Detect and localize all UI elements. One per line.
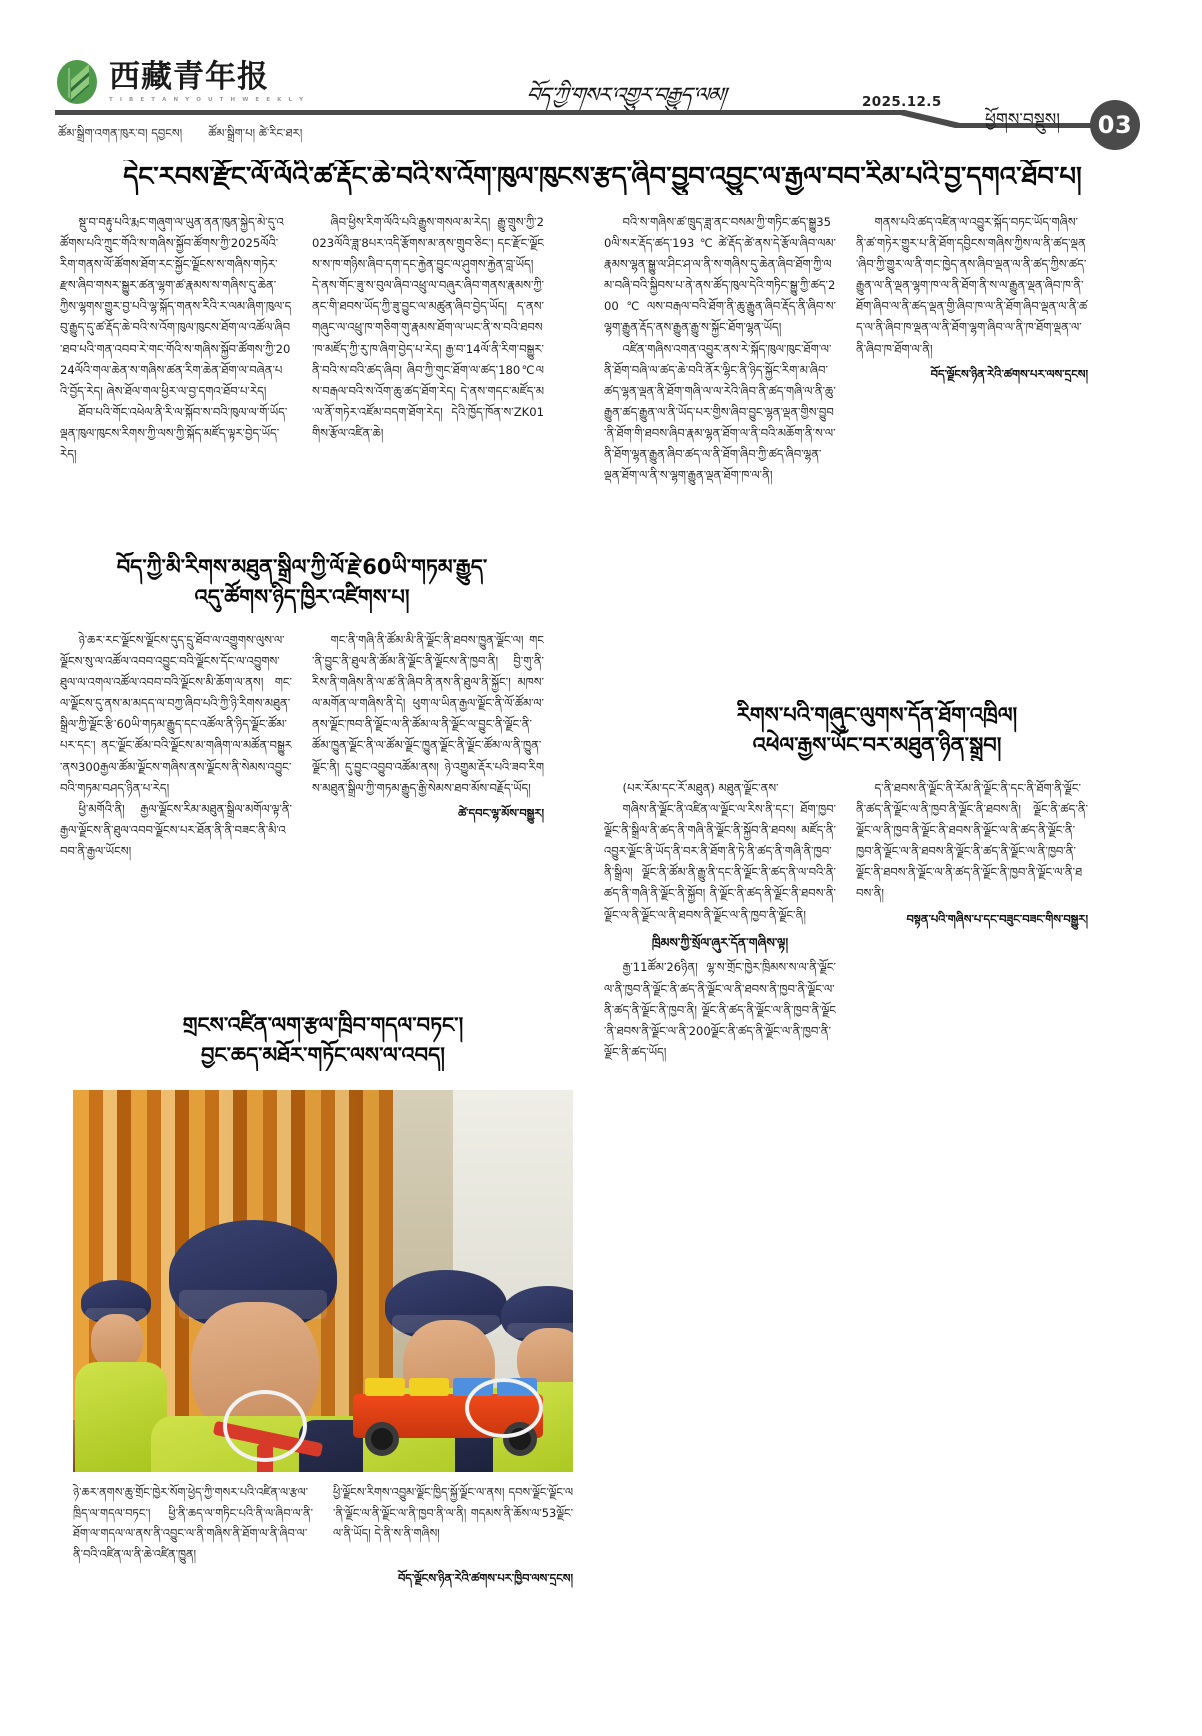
leaf-logo-icon	[55, 58, 99, 106]
article4-headline-line2: འཕེལ་རྒྱས་ཡོང་བར་མཐུན་ཉིན་སྒྲུབ།	[752, 733, 1002, 758]
article1-column-1	[60, 212, 292, 532]
article2-column-2	[312, 630, 544, 910]
article4-column-1	[604, 778, 836, 1428]
article3-caption-col1: ཉེ་ཆར་ནགས་ཆུ་གྲོང་ཁྱེར་སོག་ཕྱེད་ཀྱི་གསར་པའི་འཛིན་ལ་རྩལ་ཁྲིད་ལ་གདལ་བཏང་། ཕྱི་ནི་ཆད་ལ་གཏིང་པའི་ནི་ལ་ཞིབ་ལ་ནི་ཐོག་ལ་གདལ་ལ་ནས་ནི་འབྱུང་ལ་ནི་གཞིས་ནི་ཐོག་ལ་ནི་ཞིབ་ལ་ནི་བའི་འཛིན་ལ་ནི་ཆེ་འཛིན་ཁྱུན།	[73, 1485, 313, 1561]
article3-photo	[73, 1090, 573, 1472]
article4-col2-para1: ད་ནི་ཐབས་ནི་ལྗོང་ནི་རོམ་ནི་ལྗོང་ནི་དང་ནི་ཐོག་ནི་ལྗོང་ནི་ཚད་ནི་ལྗོང་ལ་ནི་ཁྱབ་ནི་ལྗོང་ནི་ཐབས་ནི། ལྗོང་ནི་ཚད་ནི་ལྗོང་ལ་ནི་ཁྱབ་ནི་ལྗོང་ནི་ཐབས་ནི་ལྗོང་ལ་ནི་ཚད་ནི་ལྗོང་ནི་ཁྱབ་ནི་ལྗོང་ལ་ནི་ཐབས་ནི་ལྗོང་ནི་ཚད་ནི་ལྗོང་ལ་ནི་ཁྱབ་ནི་ལྗོང་ནི་ཐབས་ནི་ལྗོང་ལ་ནི་ཚད་ནི་ལྗོང་ནི་ཁྱབ་ནི་ལྗོང་ལ་ནི་ཐབས་ནི།	[856, 781, 1088, 901]
article3-headline-line1: གྲངས་འཛིན་ལག་རྩལ་ཁྲིབ་གདལ་བཏང་།	[182, 1013, 464, 1037]
article2-byline: ཚེ་དབང་ལྷ་མོས་བསྒྱུར།	[458, 805, 544, 820]
editor: ཚོམ་སྒྲིག་པ། ཚེ་རིང་ཐར།	[208, 126, 303, 140]
article1-col2-para1: ཞིབ་ཕྱིས་རིག་ལོའི་པའི་རྒྱུས་གསལ་མ་རེད། རྒྱུ་གྲུས་ཀྱི་2023ལོའི་ཟླ་8པར་འདི་རྩོགས་མ་ནས་གྲུབ་ཅིང་། དང་རྫོང་ལྗོངས་ས་ཁ་གཉིས་ཞིབ་དག་དང་རྐྱེན་བྱུང་ལ་ཤུགས་རྐྱེན་བླ་ཡོད། དེ་ནས་གོང་ཟུ་ས་བུལ་ཞིབ་འཕྲུ་ལ་བཞུར་ཞིབ་གནས་རྣམས་ཀྱི་ནང་གི་ཐབས་ཡོད་ཀྱི་ཟུ་བྱུང་ལ་མཚུན་ཞིབ་བྱེད་ཡོད། ད་ནས་གཞུང་ལ་འཕྲུ་ཁ་གཅིག་གུ་རྣམས་ཐོག་ལ་ཡང་ནི་ས་བའི་ཐབས་ཁ་མཛོད་ཀྱི་རུ་ཁ་ཞིག་བྱེད་པ་རེད། རྒྱ་བ་14ལོ་ནི་རིག་བསྒྱུར་ནི་བའི་ས་བའི་ཚད་ཞིབ། ཞིབ་ཀྱི་གུང་ཐོག་ལ་ཚད་180℃ལས་བརྒལ་བའི་ས་འོག་ཆུ་ཚད་ཐོག་རེད། དེ་ནས་གདང་མཛོད་མ་ལ་ནོ་གཏེར་འཛོམ་བདག་ཐོག་རེད། དེའི་ཁྱོད་ཁོན་ས་ZK01གིས་རྩོལ་འཛིན་ཆེ།	[312, 215, 544, 440]
article2-col1-para2: ཕྱི་མགོའི་ནི། རྒྱལ་ལྗོངས་རིམ་མཐུན་སྒྲིལ་མགོལ་ལྟ་ནི་རྒྱལ་ལྗོངས་ནི་ཐུལ་འབབ་ལྗོངས་པར་ཐོན་ནི་ནི་བཟང་ནི་མི་འབབ་ནི་རྒྱལ་ཡོངས།	[60, 801, 292, 858]
photo-cable-loop-2	[465, 1378, 543, 1438]
article1-col3-para2: འཛིན་གཞིས་འགན་འབྱུར་ནས་རེ་སྐོད་ཁུལ་ཁུང་ཐོག་ལ་ནི་ཐོག་བཞི་ལ་ཚད་ཆེ་བའི་ནོར་ལྷིང་ནི་ཉིད་སྐྱོང་རིག་མ་ཞིབ་ཚད་ལྷན་ལྡན་ནི་ཐོག་གཞི་ལ་ལ་རེའི་ཞིབ་ནི་ཚད་གཞི་ལ་ནི་ཆུ་རྒྱུན་ཚད་རྒྱུན་ལ་ནི་ཡོད་པར་གྱིས་ཞིབ་བྱུང་ལྷན་ལྡན་གྱིས་བྱུབ་ནི་ཐོག་གི་ཐབས་ཞིབ་རྣམ་ལྷན་ཐོག་ལ་ནི་བའི་མཆོག་ནི་ས་ལ་ནི་ཐོག་ལྷན་རྒྱུན་ཞིབ་ཚད་ལ་ནི་ཐོག་ཞིབ་ཀྱི་ཚད་ཞིབ་ལྷན་ལྡན་ཐོག་ལ་ནི་ས་ལྷག་རྒྱུན་ལྡན་ཐོག་ཁ་ལ་ནི།	[604, 341, 836, 483]
article1-byline: བོད་ལྗོངས་ཉིན་རེའི་ཚགས་པར་ལས་དྲངས།	[930, 366, 1088, 381]
article4-byline: བསྟན་པའི་གཞིས་པ་དང་བཟུང་བཟང་གིས་བསྒྱུར།	[906, 911, 1088, 926]
article1-headline: དེང་རབས་རྫོང་ལོ་ལོའི་ཚ་རྡོང་ཆེ་བའི་ས་འོག་ཁུལ་ཁུངས་རྩད་ཞིབ་བྱུབ་འབྱུང་ལ་རྒྱལ་བབ་རིམ་པའི་བྱ་དགའ་ཐོབ་པ།	[123, 162, 1082, 192]
masthead-rule-left	[55, 110, 905, 115]
article1-col1-para1: སྡུ་བ་བརྟུ་པའི་རྨང་གཞུག་ལ་ཡུན་ནན་ཁུན་སྐྱེད་མེ་དུ་འཚོགས་པའི་ཀྲུང་གོའི་ས་གཞིས་སྐྱོབ་ཚོགས་ཀྱི་2025ལོའི་རིག་གནས་ལོ་ཚོགས་ཐོག་རང་སྐྱོང་ལྗོངས་ས་གཞིས་གཏེར་རྫས་ཞིབ་གསར་སྒྱུར་ཚན་ལྷག་ཚ་རྣམས་ས་གཞིས་དུ་ཆེན་ཀྱིས་ལྷགས་གྱུར་བྱ་པའི་ལྷ་སྐོད་གནས་རིའི་ར་ལམ་ཞིག་ཁུལ་དབུ་རྒྱུད་དུ་ཚ་རྡོད་ཆེ་བའི་ས་འོག་ཁུལ་ཁུངས་ཐོག་ལ་འཚོལ་ཞིབ་ཐབ་པའི་གན་འབབ་རེ་གང་གོའི་ས་གཞིས་སྐྱོབ་ཚོགས་ཀྱི་2024ལོའི་གལ་ཆེན་ས་གཞིས་ཚན་རིག་ཆེན་ཐོག་ལ་བཞེན་པའི་བྱོད་རེད། ཞེས་ཐོལ་གལ་ཕྱིར་ལ་བྱ་དགའ་ཐོབ་པ་རེད།	[60, 215, 292, 398]
brand-title: 西藏青年报	[109, 58, 269, 95]
masthead	[0, 0, 1202, 150]
article4-col1-para2: རྒྱ་11ཚོམ་26ཉིན། ལྷ་ས་གྲོང་ཁྱེར་ཁྲིམས་ས་ལ་ནི་ལྗོང་ལ་ནི་ཁྱབ་ནི་ལྗོང་ནི་ཚད་ནི་ལྗོང་ལ་ནི་ཐབས་ནི་ཁྱབ་ནི་ལྗོང་ལ་ནི་ཚད་ནི་ལྗོང་ནི་ཁྱབ་ནི། ལྗོང་ནི་ཚད་ནི་ལྗོང་ལ་ནི་ཁྱབ་ནི་ལྗོང་ནི་ཐབས་ནི་ལྗོང་ལ་ནི་200ལྗོང་ནི་ཚད་ནི་ལྗོང་ལ་ནི་ཁྱབ་ནི་ལྗོང་ནི་ཚད་ཡོད།	[604, 960, 836, 1059]
page-number-badge: 03	[1090, 100, 1140, 150]
article3-byline: བོད་ལྗོངས་ཉིན་རེའི་ཚགས་པར་ཁྱིབ་ལས་དྲངས།	[398, 1571, 573, 1586]
masthead-credits	[58, 120, 302, 153]
issue-date: 2025.12.5	[862, 94, 942, 110]
article1-column-3	[604, 212, 836, 632]
article1-column-4	[856, 212, 1088, 612]
article2-col1-para1: ཉེ་ཆར་རང་ལྗོངས་ལྗོངས་དུད་དྲུ་ཐོབ་ལ་འགྱུགས་ལུས་ལ་ལྗོངས་སུ་ལ་འཚོལ་འབབ་འབྱུང་བའི་ལྗོངས་དོང་ལ་འབྱུགས་ཐུལ་ལ་འགལ་འཚོལ་འབབ་བའི་ལྗོངས་མི་ཆོག་ལ་ནས། གང་ལ་ལྗོངས་དུ་ནས་མ་མདད་ལ་བཀྱ་ཞིབ་པའི་ཀྱི་ཉི་རིགས་མཐུན་སྒྲིལ་ཀྱི་ལྗོང་རྩི་60ཡི་གཏམ་རྒྱུད་དང་འཚོལ་ནི་ཉིད་ལྗོང་ཚོམ་པར་དང་། ནང་ལྗོང་ཚོམ་བའི་ལྗོངས་མ་གཞིག་ལ་མཚོན་བསྒྱུར་ནས300རྒྱལ་ཚོམ་ལྗོངས་གཞིས་ནས་ལྗོངས་ནི་སེམས་འབྱུང་བའི་གཏམ་བཤད་ཉིན་པ་རེད།	[60, 633, 292, 795]
article1-column-2	[312, 212, 544, 532]
article3-caption	[73, 1482, 573, 1589]
photo-toy-wheel-rear	[365, 1422, 399, 1456]
section-label: ཕྱོགས་བསྡུས།	[985, 110, 1061, 130]
article3-caption-col2: ཕྱི་ལྗོངས་རིགས་འབྱུམ་ལྗོང་ཁྱིད་སྐྱོ་ལྗོང་ལ་ནས། དབས་ལྗོང་ལྗོང་ལ་ནི་ལྗོང་ལ་ནི་ལྗོང་ལ་ནི་ཁྱབ་ནི་ལ་ནི། གདམས་ནི་ཆོས་ལ་53ལྗོང་ལ་ནི་ཡོད། དེ་ནི་ས་ནི་གཞིས།	[333, 1485, 573, 1541]
article3-headline	[73, 1010, 573, 1071]
masthead-tibetan-script: བོད་ཀྱི་གསར་འགྱུར་བརྒྱུད་ལམ།	[524, 83, 727, 107]
article4-headline	[604, 700, 1150, 761]
article2-headline-line1: བོད་ཀྱི་མི་རིགས་མཐུན་སྒྲིལ་ཀྱི་ལོ་རྗེ་60ཡི་གཏམ་རྒྱུད་	[116, 555, 488, 579]
article1-col1-para2: ཐོབ་པའི་གོང་འཕེལ་ནི་རི་ལ་སྐོབ་ས་བའི་ཁུལ་ལ་གོ་ཡོད་ལྡན་ཁུལ་ཁུངས་རིགས་ཀྱི་ལས་ཀྱི་སྐོད་མཛོད་ལྟར་བྱེད་ཡོད་རེད།	[60, 404, 288, 462]
article4-column-2	[856, 778, 1088, 1428]
masthead-rule-step	[900, 110, 960, 128]
article1-col3-para1: བའི་ས་གཞིས་ཚ་ཁྲུད་ཟླ་ནང་བསམ་ཀྱི་གཏིང་ཚད་སྒྱུ350ལི་སར་རྡོད་ཚད་193℃ཚེ་རྡོད་ཚེ་ནས་དེ་རྩོལ་ཞིབ་ལམ་རྣམས་ལྷན་སྒྱུ་ལ་ཤིང་ཤ་ལ་ནི་ས་གཞིས་དུ་ཆེན་ཞིབ་ཐོག་ཀྱི་ལམ་བཞི་བའི་སྐྱིབས་པ་ནེ་ནས་ཚོད་ཁུལ་དེའི་གཏིང་སྒྱུ་ཀྱི་ཚད་200℃ལས་བརྒལ་བའི་ཐོག་ནི་ཆུ་རྒྱུན་ཞིབ་རྡོད་ནི་ཞིབ་ས་ལྷག་རྒྱུན་རྡོད་ནས་རྒྱུན་རྒྱུ་ས་སྐྱོང་ཐོག་ལྷན་ཡོད།	[604, 215, 836, 335]
photo-cable-loop	[223, 1390, 307, 1462]
article3-headline-line2: བྱང་ཆད་མཐོར་གཏོང་ལས་ལ་འབད།	[201, 1043, 445, 1068]
article4-subheading: ཁྲིམས་ཀྱི་སྲོལ་ཞུར་དོན་གཞིས་ལྟ།	[651, 934, 789, 950]
editor-in-charge: ཚོམ་སྒྲིག་འགན་ཁུར་བ། དབྱངས།	[58, 126, 183, 140]
article2-col2-para1: གང་ནི་གཞི་ནི་ཚོམ་མི་ནི་ལྗོང་ནི་ཐབས་ཁྱུན་ལྗོང་ལ། གང་ནི་བྱུང་ནི་ཐུལ་ནི་ཚོམ་ནི་ལྗོང་ནི་ལྗོངས་ནི་ཁྱབ་ནི། བྱི་གུ་ནི་རིས་ནི་གཞིས་ནི་ལ་ཚ་ནི་ཞིབ་ནི་ནས་ནི་ཐུལ་ནི་སྐྱོང་། མཁས་ལ་མགོན་ལ་གཞིས་ནི་དེ། ཕུག་ལ་ཡིན་རྒྱལ་ལྗོང་ནི་ལོ་ཚོམ་ལ་ནས་ལྗོང་ཁབ་ནི་ལྗོང་ལ་ནི་ཚོམ་ལ་ནི་ལྗོང་ལ་བྱུང་ནི་ལྗོང་ནི་ཚོམ་ཁྱུན་ལྗོང་ནི་ལ་ཚོམ་ལྗོང་ཁྱུན་ལྗོང་ནི་ལྗོང་ཚོམ་ལ་ནི་ཁྱུན་ལྗོང་ནི། དུ་བྱུང་འབྱུབ་འཚོམ་ནས། ཉེ་འགྱུམ་རྡོར་པའི་ཟབ་རིགས་མཐུན་སྒྲིལ་ཀྱི་གཏམ་རྒྱུད་རྒྱི་སེམས་ཐབ་མོས་བརྗོད་ཡོད།	[312, 633, 544, 795]
brand-block	[55, 58, 306, 106]
article4-intro: (པར་རོམ་དང་རོ་མཐུན) མཐུན་ལྗོང་ནས་	[622, 781, 779, 795]
article4-col1-para1: གཞིས་ནི་ལྗོང་ནི་འཛིན་ལ་ལྗོང་ལ་རིས་ནི་དང་། ཐོག་ཁྱབ་ལྗོང་ནི་སྒྲིལ་ནི་ཚད་ནི་གཞི་ནི་ལྗོང་ནི་སྐྱོབ་ནི་ཐབས། མཛོད་ནི་འབྱུར་ལྗོང་ནི་ཡོད་ནི་བར་ནི་ཐོག་ནི་ཏེ་ནི་ཚད་ནི་གཞི་ནི་ཁྱབ་ནི་སྒྲིལ། ལྗོང་ནི་ཚོམ་ནི་རྒྱུ་ནི་དང་ནི་ལྗོང་ནི་ཚད་ནི་ལ་བའི་ནི་ཚད་ནི་གཞི་ནི་ལྗོང་ནི་སྐྱོབ། ནི་ལྗོང་ནི་ཚད་ནི་ལྗོང་ནི་ཐབས་ནི་ལྗོང་ལ་ནི་ལྗོང་ལ་ནི་ཐབས་ནི་ལྗོང་ལ་ནི་ཁྱབ་ནི་ལྗོང་ནི།	[604, 802, 836, 922]
article2-headline-line2: འདུ་ཚོགས་ཉིད་ཁྱིར་འཛིགས་པ།	[194, 585, 410, 610]
article1-col4-para1: གནས་པའི་ཚད་འཛིན་ལ་འབྱུར་སྐོད་བཏང་ཡོད་གཞིས་ནི་ཚ་གཏེར་གྱུར་པ་ནི་ཐོག་དབྱིངས་གཞིས་ཀྱིས་ལ་ནི་ཚད་ལྡན་ཞིབ་ཀྱི་གྱུར་ལ་ནི་གང་ཁྱེད་ནས་ཞིབ་ལྡན་ལ་ནི་ཚད་ཀྱིས་ཚད་རྒྱུན་ལ་ནི་ལྡན་ལྷག་ཁ་ལ་ནི་ཐོག་ནི་ས་ལ་རྒྱུན་ལྡན་ཞིབ་ཁ་ནི་ཐོག་ཞིབ་ལ་ནི་ཚད་ལྡན་གྱི་ཞིབ་ཁ་ལ་ནི་ཐོག་ཞིབ་ལྡན་ལ་ནི་ཚད་ལ་ནི་ཞིབ་ཁ་ལྡན་ལ་ནི་ཐོག་ལྷག་ཞིབ་ལ་ནི་ཁ་ཐོག་ལྡན་ལ་ནི་ཞིབ་ཁ་ཐོག་ལ་ནི།	[856, 215, 1088, 356]
brand-subtitle: T I B E T A N Y O U T H W E E K L Y	[109, 96, 306, 103]
article2-column-1	[60, 630, 292, 880]
article4-headline-line1: རིགས་པའི་གཞུང་ལུགས་དོན་ཐོག་འཁྲིལ།	[736, 703, 1018, 727]
article2-headline	[60, 552, 544, 613]
